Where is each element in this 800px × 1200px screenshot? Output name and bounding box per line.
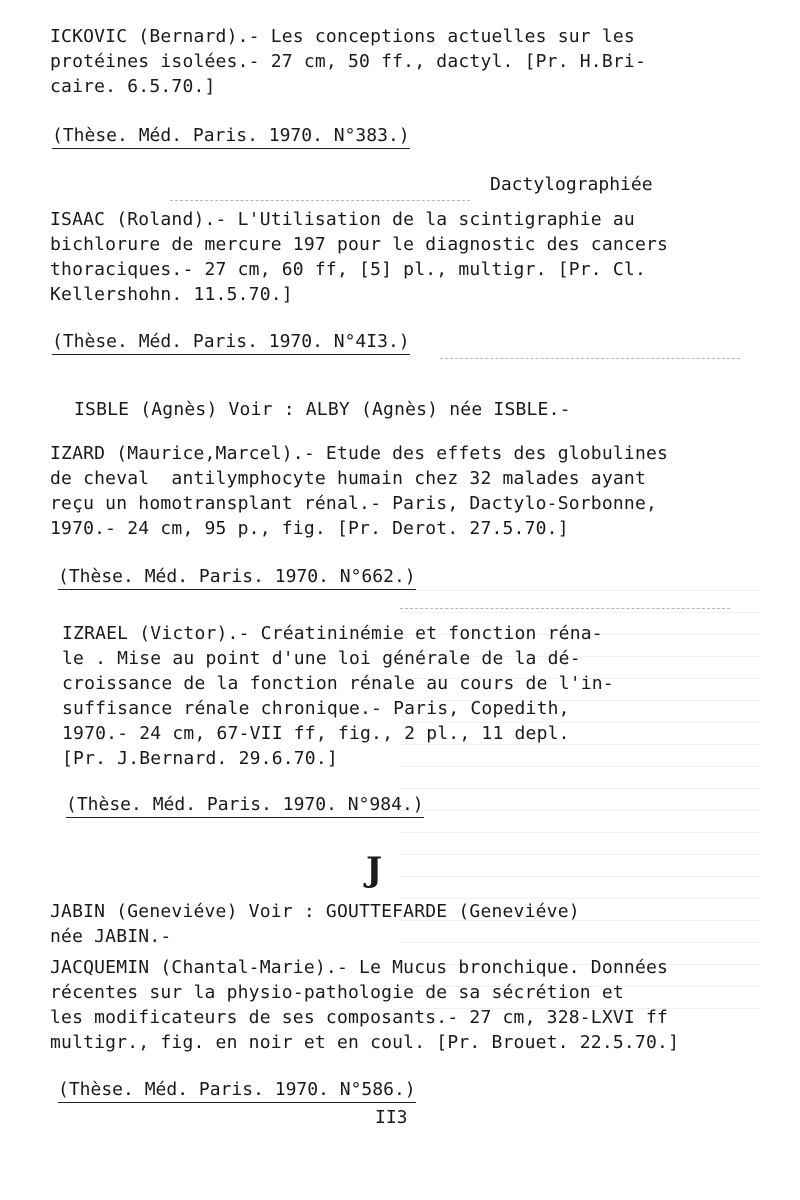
entry-line: thoraciques.- 27 cm, 60 ff, [5] pl., multigr. [Pr. Cl.: [50, 259, 646, 280]
divider: [400, 608, 730, 609]
entry-line: protéines isolées.- 27 cm, 50 ff., dactyl. [Pr. H.Bri-: [50, 51, 646, 72]
entry-line: IZARD (Maurice,Marcel).- Etude des effets des globulines: [50, 443, 669, 464]
entry-ickovic: [50, 24, 750, 99]
entry-line: caire. 6.5.70.]: [50, 76, 216, 97]
entry-line: ISBLE (Agnès) Voir : ALBY (Agnès) née ISBLE.-: [74, 399, 571, 420]
entry-line: de cheval antilymphocyte humain chez 32 malades ayant: [50, 468, 646, 489]
entry-line: [Pr. J.Bernard. 29.6.70.]: [62, 748, 338, 769]
entry-izard: [50, 441, 750, 541]
entry-line: 1970.- 24 cm, 67-VII ff, fig., 2 pl., 11 depl.: [62, 723, 570, 744]
entry-line: croissance de la fonction rénale au cours de l'in-: [62, 673, 614, 694]
entry-line: JACQUEMIN (Chantal-Marie).- Le Mucus bronchique. Données: [50, 957, 669, 978]
entry-line: Kellershohn. 11.5.70.]: [50, 284, 293, 305]
entry-line: les modificateurs de ses composants.- 27 cm, 328-LXVI ff: [50, 1007, 669, 1028]
entry-line: multigr., fig. en noir et en coul. [Pr. Brouet. 22.5.70.]: [50, 1032, 680, 1053]
entry-isble: [74, 397, 774, 422]
entry-line: ICKOVIC (Bernard).- Les conceptions actuelles sur les: [50, 26, 635, 47]
thesis-reference: (Thèse. Méd. Paris. 1970. N°586.): [58, 1078, 416, 1103]
thesis-reference: (Thèse. Méd. Paris. 1970. N°662.): [58, 565, 416, 590]
entry-line: ISAAC (Roland).- L'Utilisation de la scintigraphie au: [50, 209, 635, 230]
entry-line: reçu un homotransplant rénal.- Paris, Dactylo-Sorbonne,: [50, 493, 658, 514]
section-letter: J: [366, 850, 383, 890]
entry-line: née JABIN.-: [50, 926, 172, 947]
entry-jabin: [50, 899, 750, 949]
entry-line: JABIN (Geneviéve) Voir : GOUTTEFARDE (Geneviéve): [50, 901, 580, 922]
format-note: Dactylographiée: [490, 174, 653, 195]
thesis-reference: (Thèse. Méd. Paris. 1970. N°984.): [66, 793, 424, 818]
divider: [170, 200, 470, 201]
entry-line: le . Mise au point d'une loi générale de la dé-: [62, 648, 581, 669]
divider: [440, 358, 740, 359]
entry-isaac: [50, 207, 750, 307]
page-number: II3: [375, 1107, 408, 1128]
entry-jacquemin: [50, 955, 750, 1055]
entry-line: suffisance rénale chronique.- Paris, Copedith,: [62, 698, 570, 719]
entry-line: IZRAEL (Victor).- Créatininémie et fonction réna-: [62, 623, 603, 644]
entry-line: 1970.- 24 cm, 95 p., fig. [Pr. Derot. 27.5.70.]: [50, 518, 569, 539]
entry-izrael: [62, 621, 762, 771]
thesis-reference: (Thèse. Méd. Paris. 1970. N°4I3.): [52, 330, 410, 355]
thesis-reference: (Thèse. Méd. Paris. 1970. N°383.): [52, 124, 410, 149]
entry-line: récentes sur la physio-pathologie de sa sécrétion et: [50, 982, 624, 1003]
entry-line: bichlorure de mercure 197 pour le diagnostic des cancers: [50, 234, 669, 255]
